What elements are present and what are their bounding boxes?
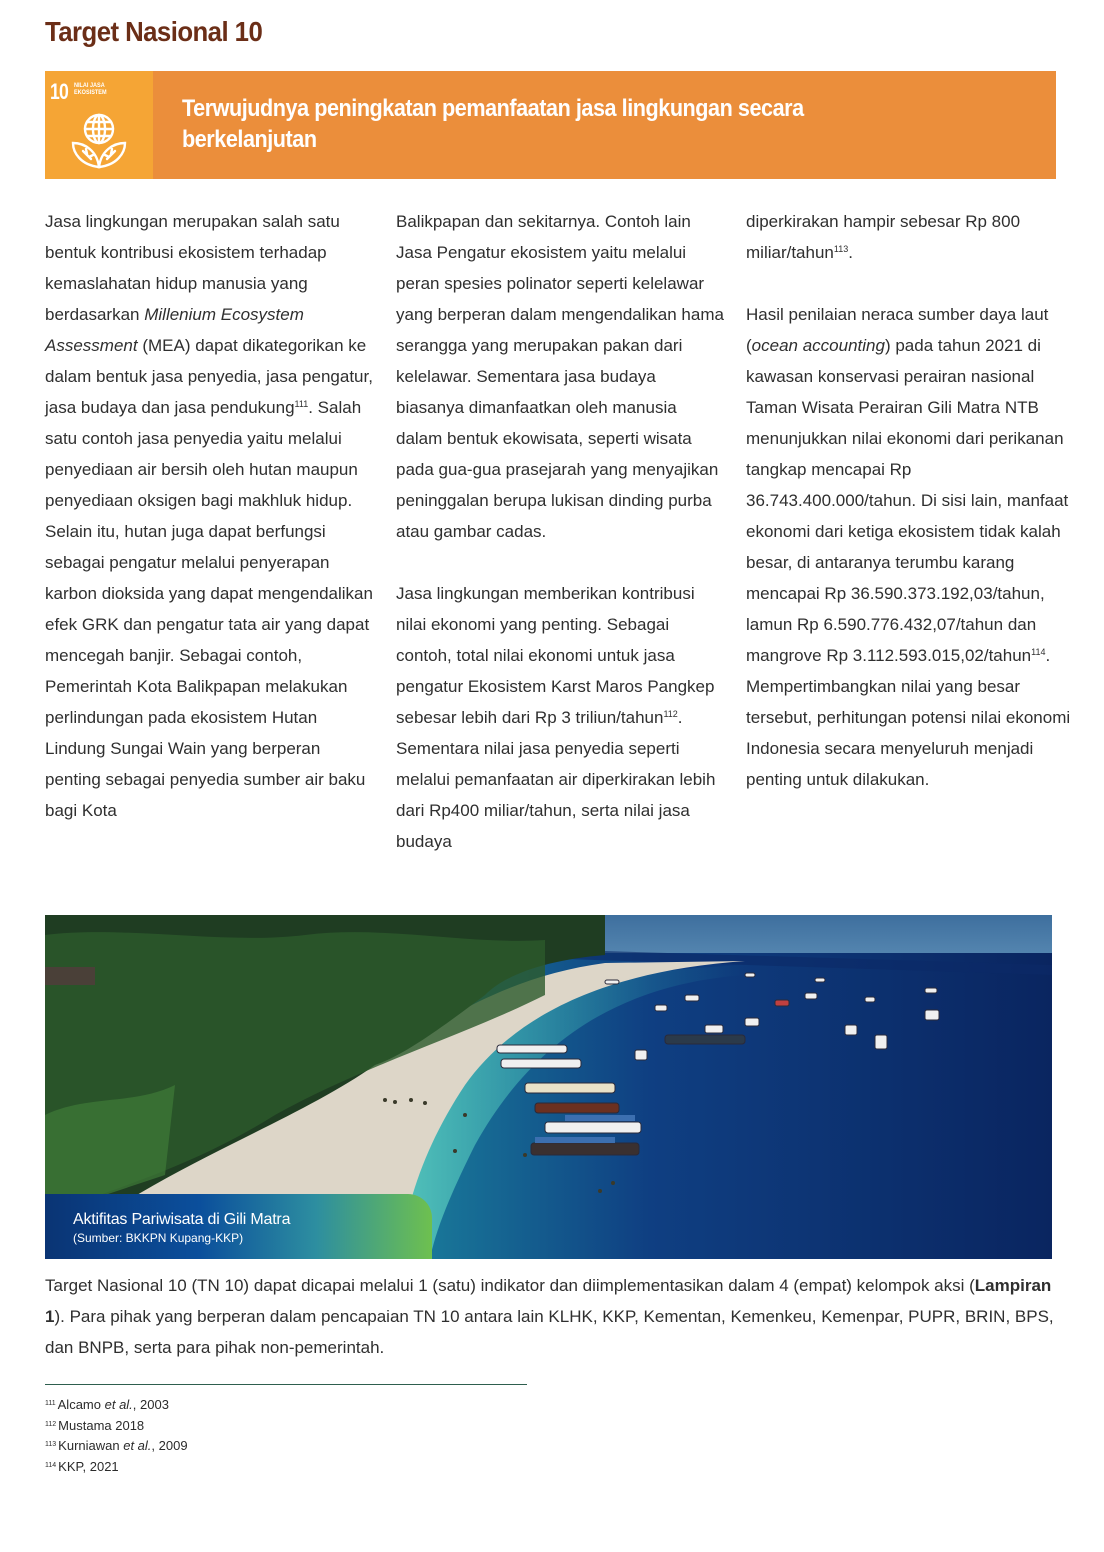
footnote-item: $^{114}$ KKP, 2021 <box>45 1458 119 1474</box>
caption-source: (Sumber: BKKPN Kupang-KKP) <box>73 1231 244 1245</box>
text-column-2 <box>396 206 726 857</box>
footnote-item: $^{111}$ Alcamo et al., 2003 <box>45 1397 169 1412</box>
paragraph: Balikpapan dan sekitarnya. Contoh lain Jasa Pengatur ekosistem yaitu melalui peran spesies polinator seperti kelelawar yang berperan dalam mengendalikan hama serangga yang merupakan pakan dari kelelawar. Sementara jasa budaya biasanya dimanfaatkan oleh manusia dalam bentuk ekowisata, seperti wisata pada gua-gua prasejarah yang menyajikan peninggalan berupa lukisan dinding purba atau gambar cadas. <box>396 212 724 541</box>
sdg-number: 10 <box>50 79 68 104</box>
footnote-ref[interactable]: 113 <box>833 244 849 254</box>
caption-title: Aktifitas Pariwisata di Gili Matra <box>73 1211 291 1228</box>
target-heading: Terwujudnya peningkatan pemanfaatan jasa lingkungan secara berkelanjutan <box>182 95 804 153</box>
roof <box>45 967 95 985</box>
footnote-ref[interactable]: 111 <box>294 399 309 409</box>
footnote-item: $^{113}$ Kurniawan et al., 2009 <box>45 1438 188 1453</box>
footnote-item: $^{112}$ Mustama 2018 <box>45 1417 145 1433</box>
page-title: Target Nasional 10 <box>45 16 263 47</box>
sdg-label-line1: NILAI JASA <box>74 82 105 89</box>
footnote-ref[interactable]: 112 <box>663 709 678 719</box>
sdg-tile <box>45 71 153 179</box>
paragraph: Jasa lingkungan merupakan salah satu bentuk kontribusi ekosistem terhadap kemaslahatan hidup manusia yang berdasarkan Millenium Ecosystem Assessment (MEA) dapat dikategorikan ke dalam bentuk jasa penyedia, jasa pengatur, jasa budaya dan jasa pendukung$^{111}$. Salah satu contoh jasa penyedia yaitu melalui penyediaan air bersih oleh hutan maupun penyediaan oksigen bagi makhluk hidup. Selain itu, hutan juga dapat berfungsi sebagai pengatur melalui penyerapan karbon dioksida yang dapat mengendalikan efek GRK dan pengatur tata air yang dapat mencegah banjir. Sebagai contoh, Pemerintah Kota Balikpapan melakukan perlindungan pada ekosistem Hutan Lindung Sungai Wain yang berperan penting sebagai penyedia sumber air baku bagi Kota <box>45 212 373 820</box>
footnote-divider <box>45 1384 527 1385</box>
paragraph: diperkirakan hampir sebesar Rp 800 miliar/tahun$^{113}$. <box>746 212 1021 262</box>
target-banner <box>45 71 1056 179</box>
photo-caption <box>45 1194 432 1259</box>
text-column-3 <box>746 206 1076 795</box>
beach-photo <box>45 915 1052 1259</box>
paragraph: Hasil penilaian neraca sumber daya laut (ocean accounting) pada tahun 2021 di kawasan konservasi perairan nasional Taman Wisata Perairan Gili Matra NTB menunjukkan nilai ekonomi dari perikanan tangkap mencapai Rp 36.743.400.000/tahun. Di sisi lain, manfaat ekonomi dari ketiga ekosistem tidak kalah besar, di antaranya terumbu karang mencapai Rp 36.590.373.192,03/tahun, lamun Rp 6.590.776.432,07/tahun dan mangrove Rp 3.112.593.015,02/tahun$^{114}$. Mempertimbangkan nilai yang besar tersebut, perhitungan potensi nilai ekonomi Indonesia secara menyeluruh menjadi penting untuk dilakukan. <box>746 305 1071 789</box>
sdg-label-line2: EKOSISTEM <box>74 89 107 96</box>
paragraph: Jasa lingkungan memberikan kontribusi nilai ekonomi yang penting. Sebagai contoh, total nilai ekonomi untuk jasa pengatur Ekosistem Karst Maros Pangkep sebesar lebih dari Rp 3 triliun/tahun$^{112}$. Sementara nilai jasa penyedia seperti melalui pemanfaatan air diperkirakan lebih dari Rp400 miliar/tahun, serta nilai jasa budaya <box>396 584 716 851</box>
globe-with-leaves-icon <box>67 107 131 171</box>
sdg-label <box>74 82 125 96</box>
footnotes <box>45 1395 188 1477</box>
appendix-link[interactable]: Lampiran 1 <box>45 1276 1052 1326</box>
footnote-ref[interactable]: 114 <box>1031 647 1046 657</box>
text-column-1 <box>45 206 375 826</box>
summary-paragraph: Target Nasional 10 (TN 10) dapat dicapai melalui 1 (satu) indikator dan diimplementasikan dalam 4 (empat) kelompok aksi (Lampiran 1). Para pihak yang berperan dalam pencapaian TN 10 antara lain KLHK, KKP, Kementan, Kemenkeu, Kemenpar, PUPR, BRIN, BPS, dan BNPB, serta para pihak non-pemerintah. <box>45 1276 1054 1357</box>
